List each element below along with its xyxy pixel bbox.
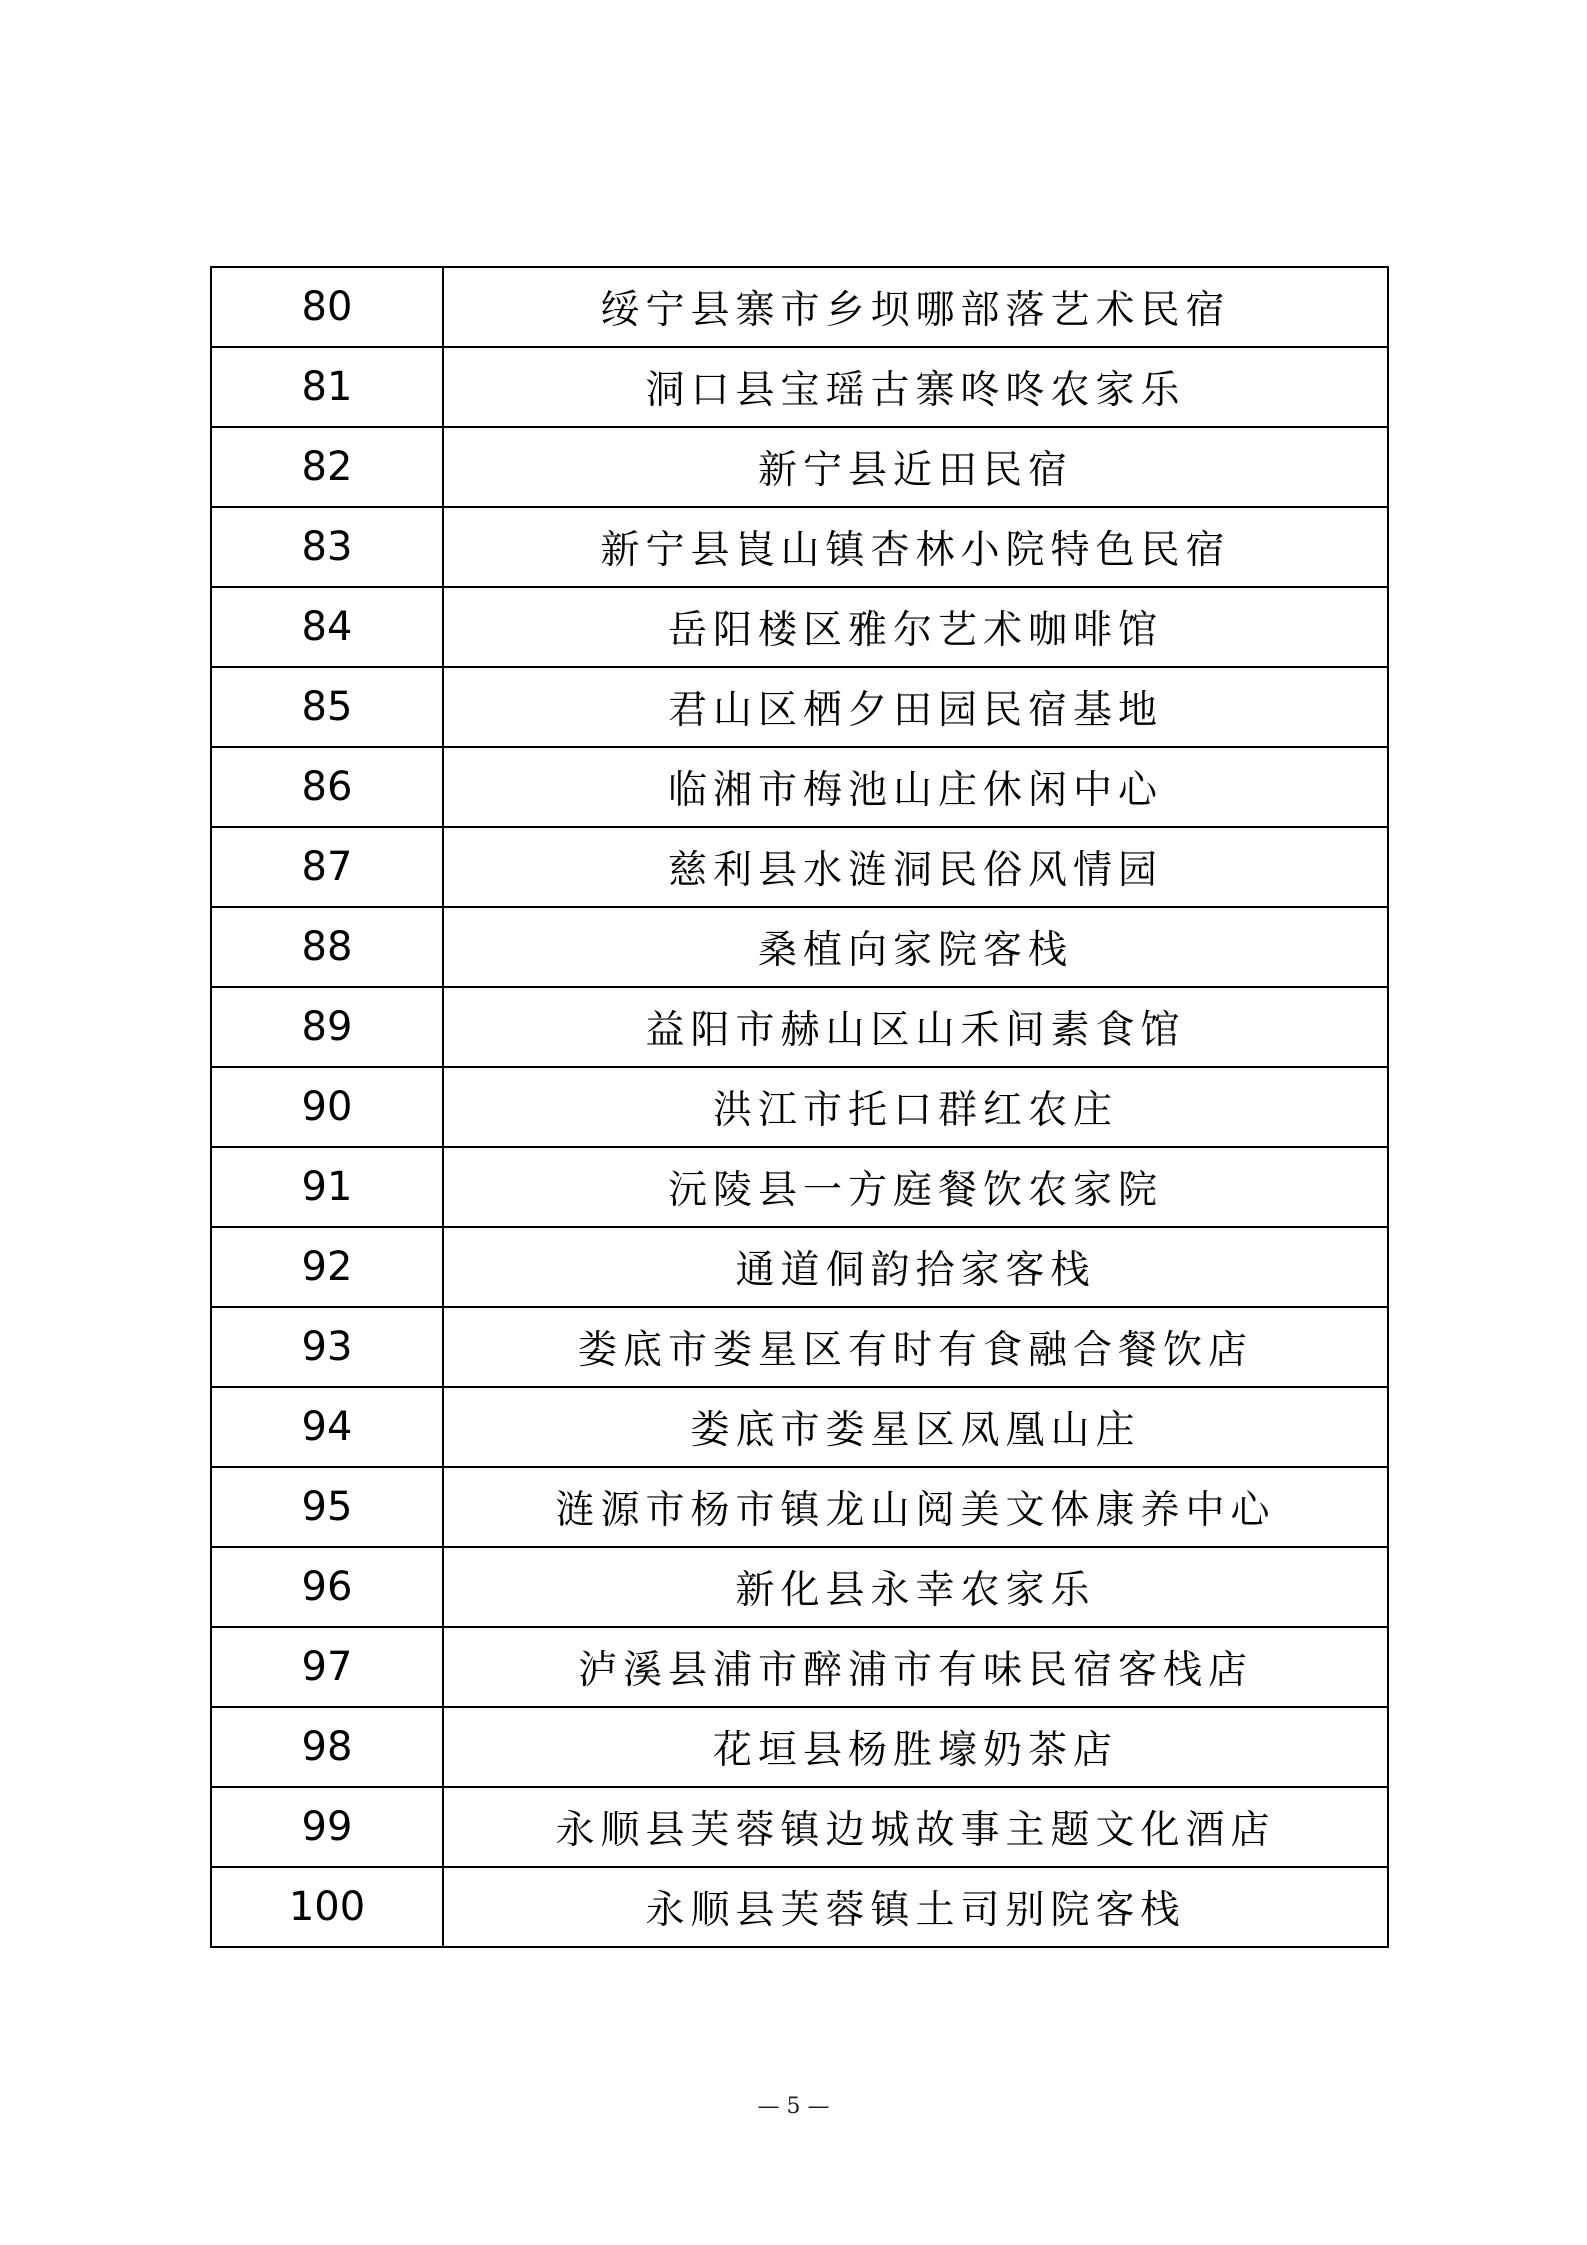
row-number: 93: [211, 1307, 443, 1387]
row-name: 新宁县近田民宿: [443, 427, 1388, 507]
table-row: [211, 427, 1388, 507]
row-number: 80: [211, 267, 443, 347]
row-number: 100: [211, 1867, 443, 1947]
table-row: [211, 1147, 1388, 1227]
row-number: 83: [211, 507, 443, 587]
row-number: 86: [211, 747, 443, 827]
row-name: 绥宁县寨市乡坝哪部落艺术民宿: [443, 267, 1388, 347]
row-number: 90: [211, 1067, 443, 1147]
table-row: [211, 1307, 1388, 1387]
row-number: 96: [211, 1547, 443, 1627]
row-name: 沅陵县一方庭餐饮农家院: [443, 1147, 1388, 1227]
table-row: [211, 667, 1388, 747]
table-row: [211, 1547, 1388, 1627]
row-name: 慈利县水涟洞民俗风情园: [443, 827, 1388, 907]
row-number: 94: [211, 1387, 443, 1467]
table-row: [211, 827, 1388, 907]
row-number: 92: [211, 1227, 443, 1307]
row-name: 岳阳楼区雅尔艺术咖啡馆: [443, 587, 1388, 667]
row-number: 81: [211, 347, 443, 427]
table-row: [211, 507, 1388, 587]
row-number: 84: [211, 587, 443, 667]
row-name: 涟源市杨市镇龙山阅美文体康养中心: [443, 1467, 1388, 1547]
table-row: [211, 747, 1388, 827]
row-number: 87: [211, 827, 443, 907]
table-row: [211, 1627, 1388, 1707]
table-row: [211, 267, 1388, 347]
table-row: [211, 1227, 1388, 1307]
row-name: 洞口县宝瑶古寨咚咚农家乐: [443, 347, 1388, 427]
row-name: 娄底市娄星区有时有食融合餐饮店: [443, 1307, 1388, 1387]
row-number: 98: [211, 1707, 443, 1787]
row-name: 通道侗韵拾家客栈: [443, 1227, 1388, 1307]
table-body: [211, 267, 1388, 1947]
row-number: 88: [211, 907, 443, 987]
row-name: 新宁县崀山镇杏林小院特色民宿: [443, 507, 1388, 587]
table-row: [211, 1387, 1388, 1467]
row-number: 82: [211, 427, 443, 507]
list-table: [210, 266, 1389, 1948]
row-name: 洪江市托口群红农庄: [443, 1067, 1388, 1147]
table-row: [211, 1067, 1388, 1147]
table-row: [211, 1867, 1388, 1947]
page-number: — 5 —: [757, 2094, 830, 2119]
table-row: [211, 347, 1388, 427]
row-number: 91: [211, 1147, 443, 1227]
table-row: [211, 1787, 1388, 1867]
row-name: 新化县永幸农家乐: [443, 1547, 1388, 1627]
row-name: 桑植向家院客栈: [443, 907, 1388, 987]
row-name: 永顺县芙蓉镇土司别院客栈: [443, 1867, 1388, 1947]
table-row: [211, 1707, 1388, 1787]
row-number: 95: [211, 1467, 443, 1547]
table-row: [211, 1467, 1388, 1547]
row-name: 花垣县杨胜壕奶茶店: [443, 1707, 1388, 1787]
row-name: 泸溪县浦市醉浦市有味民宿客栈店: [443, 1627, 1388, 1707]
row-number: 85: [211, 667, 443, 747]
table-row: [211, 587, 1388, 667]
row-number: 89: [211, 987, 443, 1067]
row-name: 临湘市梅池山庄休闲中心: [443, 747, 1388, 827]
row-name: 君山区栖夕田园民宿基地: [443, 667, 1388, 747]
row-name: 益阳市赫山区山禾间素食馆: [443, 987, 1388, 1067]
table-row: [211, 987, 1388, 1067]
row-name: 娄底市娄星区凤凰山庄: [443, 1387, 1388, 1467]
row-number: 97: [211, 1627, 443, 1707]
table-row: [211, 907, 1388, 987]
row-number: 99: [211, 1787, 443, 1867]
row-name: 永顺县芙蓉镇边城故事主题文化酒店: [443, 1787, 1388, 1867]
